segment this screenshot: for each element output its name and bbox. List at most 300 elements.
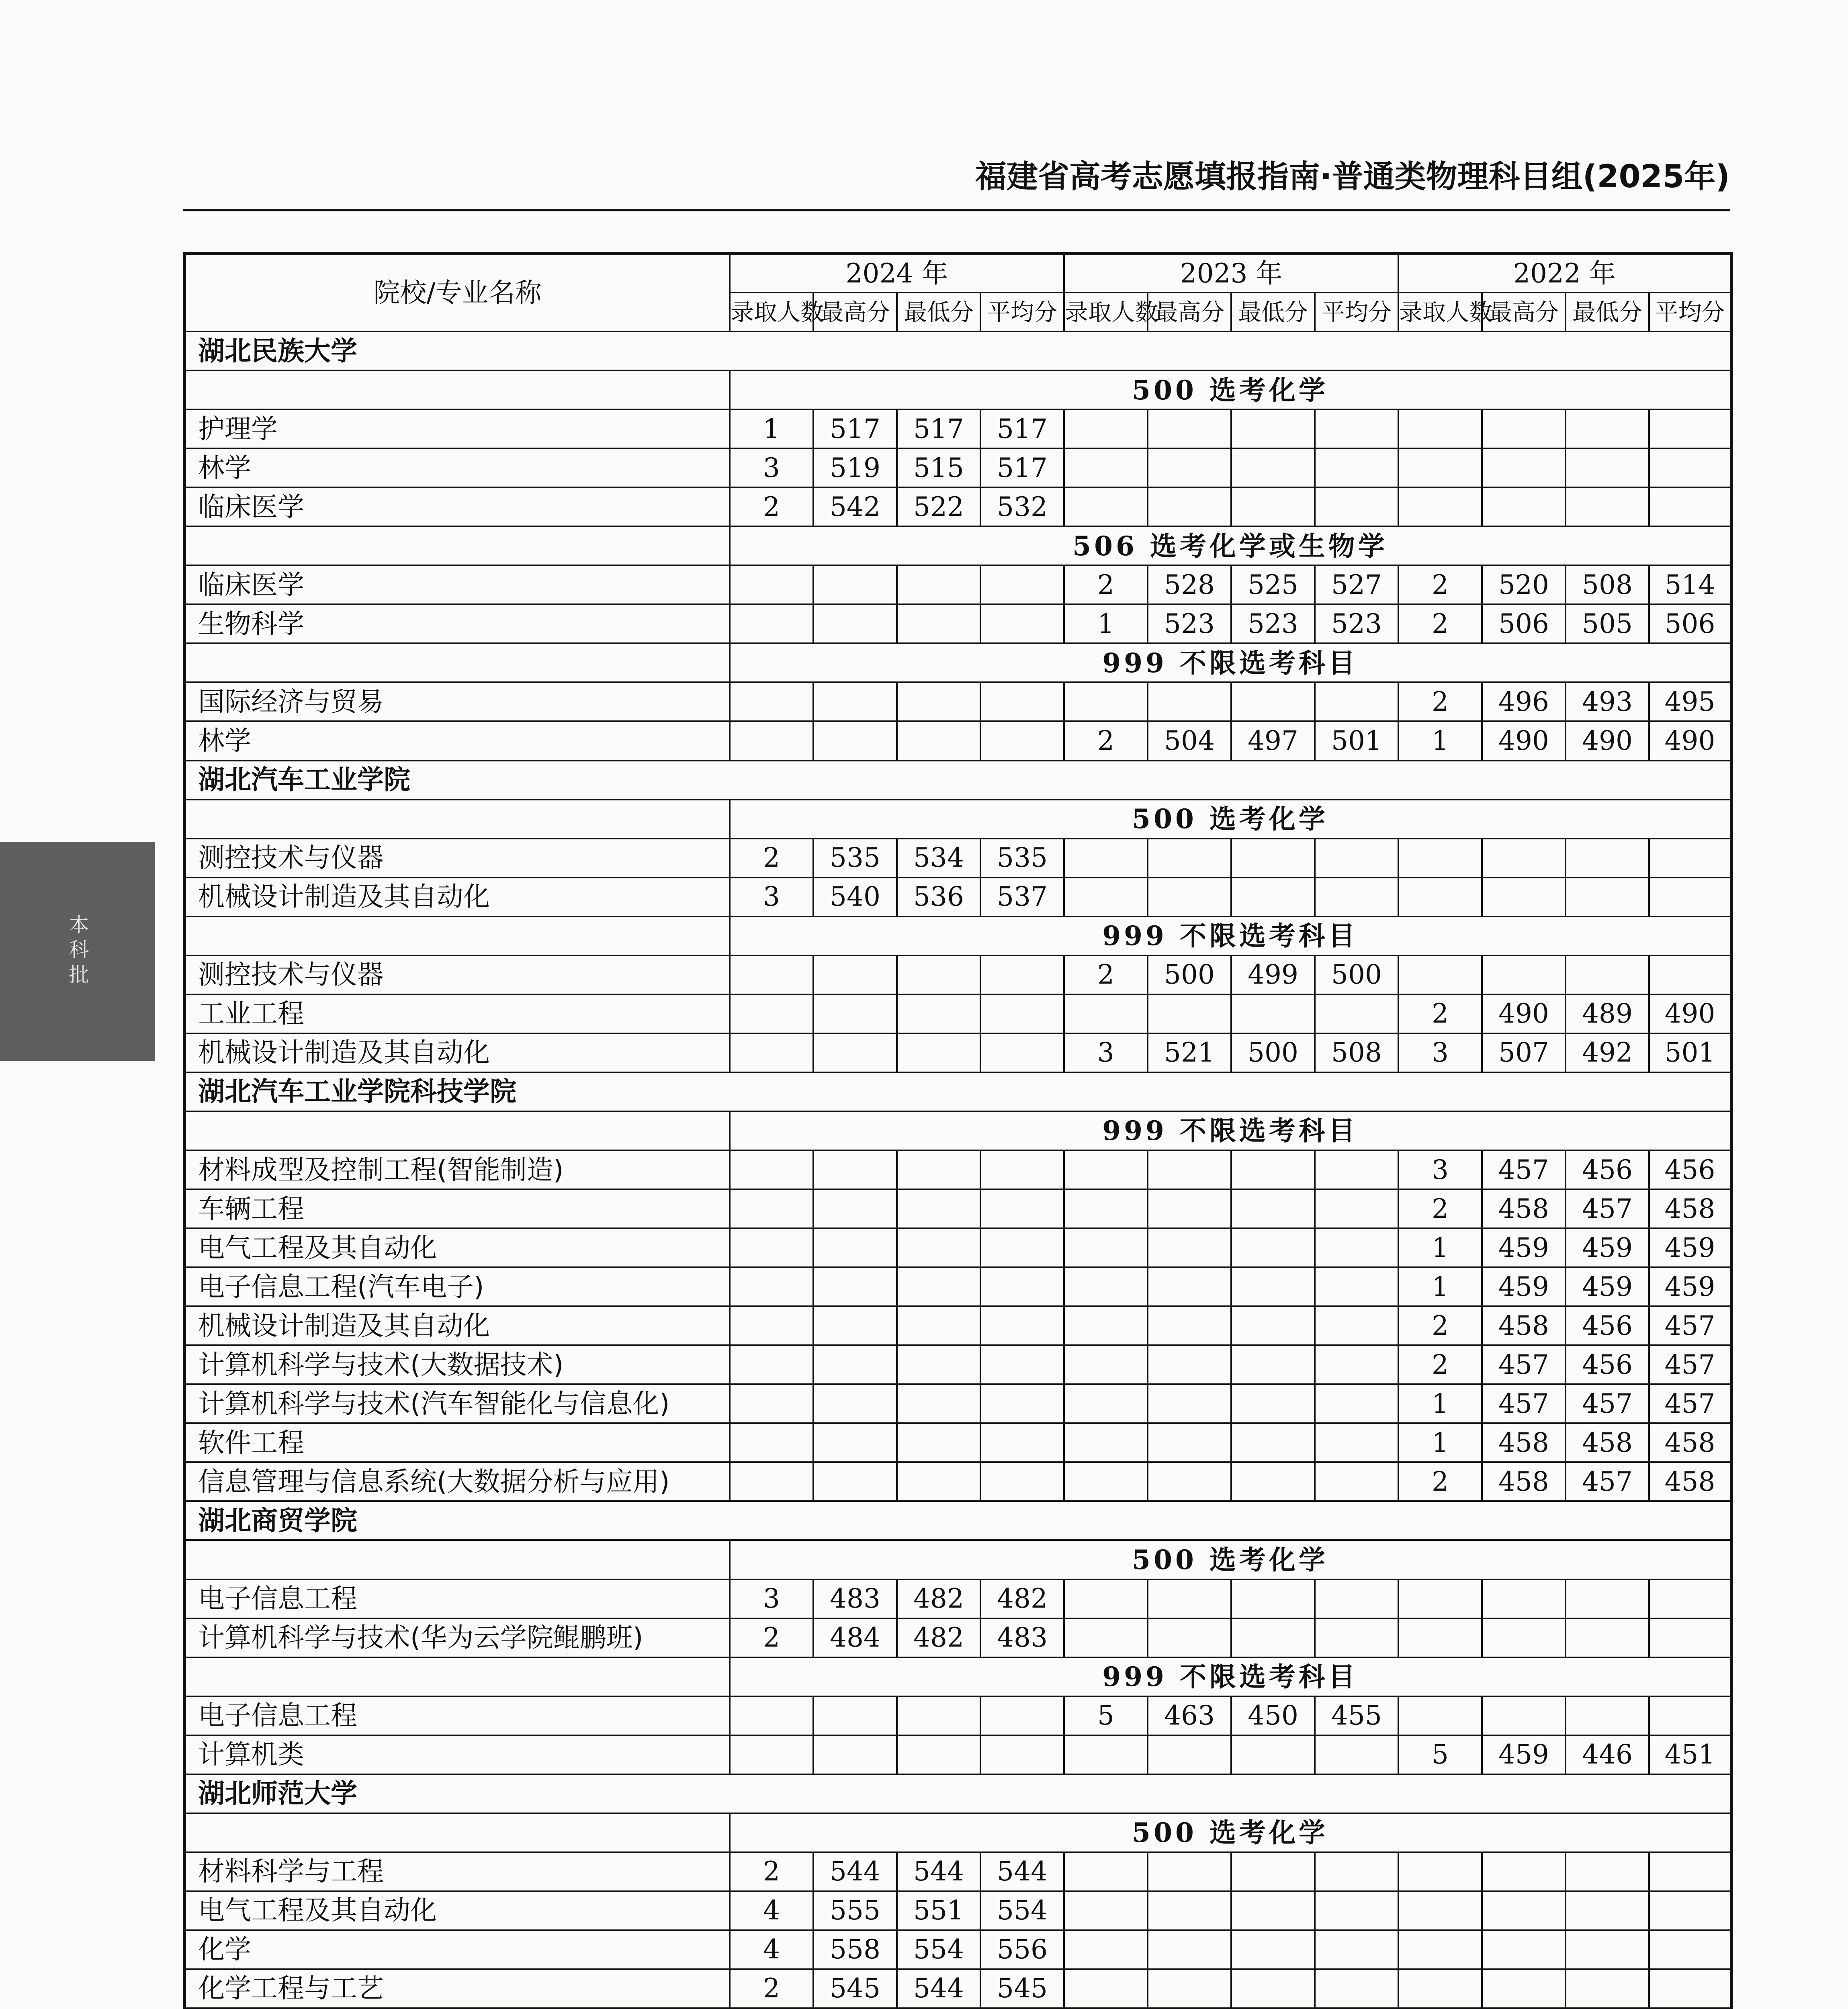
header-min-score: 最低分 <box>1566 293 1649 331</box>
cell-2022-avg-score: 459 <box>1649 1267 1731 1306</box>
cell-2024-min-score: 544 <box>897 1852 980 1891</box>
cell-2024-max-score <box>813 1462 897 1501</box>
cell-2022-avg-score: 514 <box>1649 565 1731 604</box>
cell-2023-admitted-count <box>1064 1384 1148 1423</box>
cell-2023-avg-score <box>1315 878 1398 917</box>
major-name: 计算机科学与技术(大数据技术) <box>184 1345 730 1384</box>
cell-2024-avg-score <box>980 1735 1064 1774</box>
cell-2023-avg-score <box>1315 994 1398 1033</box>
cell-2024-min-score: 554 <box>897 1930 980 1969</box>
cell-2022-admitted-count: 2 <box>1398 1345 1482 1384</box>
cell-2023-max-score <box>1148 839 1231 878</box>
cell-2024-avg-score: 535 <box>980 839 1064 878</box>
cell-2023-min-score <box>1231 1462 1315 1501</box>
cell-2023-max-score <box>1148 1462 1231 1501</box>
cell-2022-admitted-count <box>1398 1852 1482 1891</box>
cell-2022-max-score <box>1482 1891 1566 1930</box>
cell-2024-avg-score <box>980 721 1064 760</box>
cell-2024-max-score <box>813 1189 897 1228</box>
cell-2022-min-score <box>1566 1696 1649 1735</box>
cell-2024-avg-score: 544 <box>980 1852 1064 1891</box>
cell-2024-max-score: 519 <box>813 448 897 487</box>
major-row <box>184 448 1731 487</box>
cell-2022-admitted-count: 1 <box>1398 1267 1482 1306</box>
cell-2023-max-score <box>1148 1852 1231 1891</box>
cell-2022-avg-score <box>1649 1969 1731 2008</box>
cell-2022-max-score <box>1482 1969 1566 2008</box>
cell-2023-max-score <box>1148 1189 1231 1228</box>
major-name: 信息管理与信息系统(大数据分析与应用) <box>184 1462 730 1501</box>
cell-2024-min-score <box>897 1696 980 1735</box>
school-name: 湖北师范大学 <box>184 1774 1731 1813</box>
cell-2022-avg-score <box>1649 1891 1731 1930</box>
cell-2023-avg-score: 500 <box>1315 955 1398 994</box>
cell-2022-max-score: 457 <box>1482 1345 1566 1384</box>
cell-2023-min-score: 525 <box>1231 565 1315 604</box>
cell-2024-max-score: 542 <box>813 487 897 526</box>
major-name: 生物科学 <box>184 604 730 643</box>
cell-2024-min-score <box>897 604 980 643</box>
cell-2023-avg-score: 501 <box>1315 721 1398 760</box>
cell-2024-max-score <box>813 1696 897 1735</box>
cell-2024-min-score <box>897 682 980 721</box>
cell-2023-admitted-count <box>1064 1228 1148 1267</box>
year-header-2024: 2024 年 <box>730 254 1064 293</box>
cell-2022-min-score: 457 <box>1566 1189 1649 1228</box>
cell-2024-avg-score <box>980 1384 1064 1423</box>
major-name: 机械设计制造及其自动化 <box>184 1033 730 1072</box>
subject-requirement: 999 不限选考科目 <box>730 1111 1731 1150</box>
cell-2023-min-score <box>1231 1891 1315 1930</box>
cell-2023-min-score <box>1231 1384 1315 1423</box>
major-row <box>184 1228 1731 1267</box>
cell-2023-max-score <box>1148 1891 1231 1930</box>
cell-2022-max-score: 490 <box>1482 721 1566 760</box>
cell-2024-avg-score <box>980 604 1064 643</box>
header-avg-score: 平均分 <box>1315 293 1398 331</box>
cell-2022-avg-score: 506 <box>1649 604 1731 643</box>
cell-2024-admitted-count: 3 <box>730 1579 813 1618</box>
major-row <box>184 1267 1731 1306</box>
cell-2024-admitted-count <box>730 1423 813 1462</box>
cell-2024-max-score <box>813 1306 897 1345</box>
cell-2024-admitted-count <box>730 1228 813 1267</box>
major-row <box>184 1345 1731 1384</box>
cell-2023-admitted-count <box>1064 1150 1148 1189</box>
cell-2022-avg-score <box>1649 487 1731 526</box>
header-avg-score: 平均分 <box>980 293 1064 331</box>
cell-2022-admitted-count <box>1398 878 1482 917</box>
cell-2023-max-score: 500 <box>1148 955 1231 994</box>
cell-2022-admitted-count: 2 <box>1398 1306 1482 1345</box>
cell-2024-min-score <box>897 1384 980 1423</box>
cell-2023-admitted-count: 3 <box>1064 1033 1148 1072</box>
subject-requirement: 999 不限选考科目 <box>730 1657 1731 1696</box>
blank-cell <box>184 643 730 682</box>
cell-2022-avg-score: 495 <box>1649 682 1731 721</box>
cell-2023-max-score <box>1148 1228 1231 1267</box>
side-tab-label: 本科批 <box>65 914 89 989</box>
major-row <box>184 1618 1731 1657</box>
cell-2022-admitted-count: 2 <box>1398 682 1482 721</box>
cell-2024-admitted-count <box>730 682 813 721</box>
cell-2024-min-score <box>897 1150 980 1189</box>
cell-2022-min-score: 446 <box>1566 1735 1649 1774</box>
cell-2022-admitted-count <box>1398 409 1482 448</box>
cell-2023-min-score <box>1231 1150 1315 1189</box>
cell-2023-min-score <box>1231 1345 1315 1384</box>
school-row <box>184 331 1731 370</box>
cell-2022-avg-score <box>1649 1696 1731 1735</box>
cell-2022-admitted-count <box>1398 1696 1482 1735</box>
cell-2023-admitted-count <box>1064 1423 1148 1462</box>
cell-2023-admitted-count: 1 <box>1064 604 1148 643</box>
cell-2024-min-score: 482 <box>897 1618 980 1657</box>
cell-2022-max-score: 458 <box>1482 1306 1566 1345</box>
cell-2022-max-score: 458 <box>1482 1462 1566 1501</box>
cell-2022-admitted-count: 1 <box>1398 1384 1482 1423</box>
cell-2023-avg-score <box>1315 409 1398 448</box>
cell-2023-min-score <box>1231 409 1315 448</box>
cell-2023-avg-score <box>1315 682 1398 721</box>
cell-2023-avg-score: 455 <box>1315 1696 1398 1735</box>
cell-2024-min-score: 536 <box>897 878 980 917</box>
cell-2023-admitted-count <box>1064 1618 1148 1657</box>
major-name: 机械设计制造及其自动化 <box>184 1306 730 1345</box>
cell-2022-max-score <box>1482 487 1566 526</box>
cell-2022-max-score: 520 <box>1482 565 1566 604</box>
cell-2022-max-score <box>1482 878 1566 917</box>
cell-2022-max-score: 457 <box>1482 1150 1566 1189</box>
major-name: 软件工程 <box>184 1423 730 1462</box>
cell-2024-admitted-count <box>730 1696 813 1735</box>
header-min-score: 最低分 <box>1231 293 1315 331</box>
major-name: 测控技术与仪器 <box>184 955 730 994</box>
cell-2022-avg-score: 458 <box>1649 1462 1731 1501</box>
major-row <box>184 721 1731 760</box>
subject-requirement: 500 选考化学 <box>730 800 1731 839</box>
cell-2022-avg-score <box>1649 839 1731 878</box>
major-row <box>184 1462 1731 1501</box>
cell-2022-min-score: 456 <box>1566 1150 1649 1189</box>
cell-2022-admitted-count: 1 <box>1398 1423 1482 1462</box>
major-name: 计算机科学与技术(华为云学院鲲鹏班) <box>184 1618 730 1657</box>
cell-2024-min-score <box>897 955 980 994</box>
cell-2024-avg-score <box>980 1306 1064 1345</box>
cell-2023-admitted-count <box>1064 1852 1148 1891</box>
cell-2023-avg-score: 508 <box>1315 1033 1398 1072</box>
cell-2022-max-score <box>1482 955 1566 994</box>
cell-2022-min-score: 489 <box>1566 994 1649 1033</box>
cell-2022-avg-score <box>1649 1930 1731 1969</box>
cell-2024-max-score: 545 <box>813 1969 897 2008</box>
cell-2022-admitted-count <box>1398 1618 1482 1657</box>
cell-2024-admitted-count <box>730 1306 813 1345</box>
cell-2022-max-score <box>1482 409 1566 448</box>
cell-2023-min-score <box>1231 1618 1315 1657</box>
cell-2022-avg-score: 456 <box>1649 1150 1731 1189</box>
cell-2024-admitted-count: 2 <box>730 487 813 526</box>
cell-2023-max-score <box>1148 878 1231 917</box>
cell-2023-admitted-count: 2 <box>1064 565 1148 604</box>
name-column-header: 院校/专业名称 <box>184 254 730 331</box>
cell-2023-min-score <box>1231 994 1315 1033</box>
cell-2024-admitted-count: 2 <box>730 1618 813 1657</box>
blank-cell <box>184 370 730 409</box>
major-row <box>184 1150 1731 1189</box>
major-row <box>184 1306 1731 1345</box>
cell-2024-min-score <box>897 565 980 604</box>
cell-2023-admitted-count <box>1064 839 1148 878</box>
subject-requirement-row <box>184 643 1731 682</box>
subject-requirement-row <box>184 1813 1731 1852</box>
subject-requirement-row <box>184 800 1731 839</box>
subject-requirement-row <box>184 1540 1731 1579</box>
cell-2022-avg-score <box>1649 1579 1731 1618</box>
cell-2023-max-score: 523 <box>1148 604 1231 643</box>
cell-2024-max-score: 558 <box>813 1930 897 1969</box>
cell-2024-admitted-count <box>730 1345 813 1384</box>
cell-2023-max-score <box>1148 1969 1231 2008</box>
cell-2022-min-score <box>1566 878 1649 917</box>
cell-2024-avg-score: 532 <box>980 487 1064 526</box>
cell-2022-min-score: 508 <box>1566 565 1649 604</box>
cell-2023-avg-score <box>1315 1579 1398 1618</box>
cell-2022-max-score: 457 <box>1482 1384 1566 1423</box>
cell-2024-min-score <box>897 1228 980 1267</box>
cell-2023-max-score <box>1148 1306 1231 1345</box>
subject-requirement: 500 选考化学 <box>730 370 1731 409</box>
cell-2023-admitted-count <box>1064 487 1148 526</box>
cell-2023-admitted-count: 5 <box>1064 1696 1148 1735</box>
cell-2023-min-score <box>1231 1306 1315 1345</box>
major-name: 测控技术与仪器 <box>184 839 730 878</box>
cell-2022-admitted-count <box>1398 839 1482 878</box>
cell-2023-admitted-count: 2 <box>1064 955 1148 994</box>
cell-2023-min-score <box>1231 448 1315 487</box>
header-max-score: 最高分 <box>813 293 897 331</box>
header-max-score: 最高分 <box>1148 293 1231 331</box>
cell-2024-avg-score <box>980 1462 1064 1501</box>
major-name: 车辆工程 <box>184 1189 730 1228</box>
cell-2023-admitted-count <box>1064 1930 1148 1969</box>
cell-2023-admitted-count <box>1064 1267 1148 1306</box>
cell-2022-max-score: 459 <box>1482 1735 1566 1774</box>
cell-2022-max-score <box>1482 839 1566 878</box>
cell-2023-min-score: 450 <box>1231 1696 1315 1735</box>
cell-2024-max-score: 540 <box>813 878 897 917</box>
cell-2022-min-score <box>1566 487 1649 526</box>
cell-2023-max-score: 528 <box>1148 565 1231 604</box>
cell-2022-min-score: 456 <box>1566 1306 1649 1345</box>
major-name: 化学 <box>184 1930 730 1969</box>
cell-2023-avg-score <box>1315 1189 1398 1228</box>
cell-2023-admitted-count <box>1064 1891 1148 1930</box>
cell-2024-admitted-count <box>730 565 813 604</box>
cell-2023-max-score <box>1148 994 1231 1033</box>
cell-2023-admitted-count <box>1064 1189 1148 1228</box>
major-name: 电子信息工程(汽车电子) <box>184 1267 730 1306</box>
subject-requirement-row <box>184 917 1731 955</box>
cell-2022-admitted-count: 2 <box>1398 994 1482 1033</box>
cell-2022-min-score: 505 <box>1566 604 1649 643</box>
cell-2022-avg-score: 490 <box>1649 994 1731 1033</box>
cell-2024-min-score: 544 <box>897 1969 980 2008</box>
major-name: 材料科学与工程 <box>184 1852 730 1891</box>
cell-2022-admitted-count <box>1398 448 1482 487</box>
cell-2022-min-score <box>1566 1618 1649 1657</box>
cell-2023-avg-score <box>1315 1423 1398 1462</box>
cell-2024-avg-score <box>980 1189 1064 1228</box>
year-header-2022: 2022 年 <box>1398 254 1731 293</box>
cell-2023-avg-score <box>1315 1228 1398 1267</box>
cell-2022-min-score <box>1566 1579 1649 1618</box>
cell-2023-avg-score <box>1315 1345 1398 1384</box>
cell-2023-avg-score <box>1315 1891 1398 1930</box>
cell-2024-min-score <box>897 994 980 1033</box>
cell-2022-max-score: 458 <box>1482 1423 1566 1462</box>
cell-2022-admitted-count: 1 <box>1398 721 1482 760</box>
cell-2024-avg-score <box>980 565 1064 604</box>
cell-2022-admitted-count <box>1398 955 1482 994</box>
cell-2024-admitted-count: 4 <box>730 1930 813 1969</box>
cell-2022-max-score: 459 <box>1482 1267 1566 1306</box>
cell-2023-admitted-count <box>1064 878 1148 917</box>
cell-2024-avg-score <box>980 1696 1064 1735</box>
cell-2024-max-score <box>813 1267 897 1306</box>
cell-2023-min-score <box>1231 1735 1315 1774</box>
cell-2022-admitted-count <box>1398 1969 1482 2008</box>
cell-2023-max-score <box>1148 1579 1231 1618</box>
cell-2024-avg-score: 483 <box>980 1618 1064 1657</box>
major-row <box>184 994 1731 1033</box>
cell-2023-max-score <box>1148 1423 1231 1462</box>
cell-2023-min-score: 523 <box>1231 604 1315 643</box>
cell-2022-min-score: 458 <box>1566 1423 1649 1462</box>
major-row <box>184 1423 1731 1462</box>
major-row <box>184 682 1731 721</box>
blank-cell <box>184 1111 730 1150</box>
cell-2024-max-score <box>813 1423 897 1462</box>
cell-2023-avg-score <box>1315 448 1398 487</box>
blank-cell <box>184 1657 730 1696</box>
cell-2022-min-score: 456 <box>1566 1345 1649 1384</box>
major-row <box>184 1930 1731 1969</box>
major-name: 计算机类 <box>184 1735 730 1774</box>
cell-2022-min-score <box>1566 409 1649 448</box>
school-name: 湖北民族大学 <box>184 331 1731 370</box>
cell-2024-avg-score <box>980 955 1064 994</box>
admission-table-container <box>183 252 1733 2009</box>
cell-2022-max-score: 458 <box>1482 1189 1566 1228</box>
cell-2023-min-score <box>1231 682 1315 721</box>
table-body <box>184 331 1731 2009</box>
cell-2023-avg-score <box>1315 1969 1398 2008</box>
school-row <box>184 1072 1731 1111</box>
school-name: 湖北汽车工业学院 <box>184 761 1731 800</box>
cell-2022-min-score: 457 <box>1566 1384 1649 1423</box>
cell-2022-max-score: 496 <box>1482 682 1566 721</box>
cell-2023-avg-score: 523 <box>1315 604 1398 643</box>
cell-2023-avg-score <box>1315 1150 1398 1189</box>
cell-2024-max-score <box>813 721 897 760</box>
cell-2023-max-score <box>1148 1150 1231 1189</box>
major-name: 临床医学 <box>184 565 730 604</box>
cell-2023-avg-score <box>1315 1267 1398 1306</box>
cell-2023-max-score <box>1148 1267 1231 1306</box>
cell-2024-avg-score: 556 <box>980 1930 1064 1969</box>
major-row <box>184 1384 1731 1423</box>
cell-2024-min-score: 551 <box>897 1891 980 1930</box>
cell-2023-admitted-count: 2 <box>1064 721 1148 760</box>
cell-2022-admitted-count <box>1398 1891 1482 1930</box>
cell-2022-max-score <box>1482 448 1566 487</box>
cell-2023-admitted-count <box>1064 994 1148 1033</box>
cell-2023-avg-score <box>1315 1852 1398 1891</box>
major-name: 临床医学 <box>184 487 730 526</box>
cell-2024-max-score <box>813 1228 897 1267</box>
cell-2022-admitted-count: 5 <box>1398 1735 1482 1774</box>
cell-2023-max-score <box>1148 682 1231 721</box>
major-row <box>184 604 1731 643</box>
cell-2022-admitted-count: 3 <box>1398 1033 1482 1072</box>
cell-2024-min-score: 534 <box>897 839 980 878</box>
cell-2024-admitted-count <box>730 955 813 994</box>
subject-requirement-row <box>184 370 1731 409</box>
cell-2024-max-score <box>813 994 897 1033</box>
cell-2022-max-score: 459 <box>1482 1228 1566 1267</box>
cell-2022-avg-score <box>1649 1618 1731 1657</box>
cell-2023-max-score <box>1148 448 1231 487</box>
cell-2023-max-score: 521 <box>1148 1033 1231 1072</box>
cell-2024-max-score <box>813 955 897 994</box>
cell-2022-avg-score <box>1649 409 1731 448</box>
header-admitted-count: 录取人数 <box>730 293 813 331</box>
cell-2022-max-score <box>1482 1852 1566 1891</box>
school-name: 湖北商贸学院 <box>184 1501 1731 1540</box>
cell-2023-max-score <box>1148 1345 1231 1384</box>
cell-2024-min-score: 517 <box>897 409 980 448</box>
cell-2024-admitted-count <box>730 1189 813 1228</box>
cell-2022-max-score <box>1482 1930 1566 1969</box>
cell-2023-max-score <box>1148 1618 1231 1657</box>
cell-2024-admitted-count <box>730 1150 813 1189</box>
cell-2022-min-score: 459 <box>1566 1267 1649 1306</box>
cell-2024-avg-score <box>980 994 1064 1033</box>
subject-requirement: 506 选考化学或生物学 <box>730 526 1731 565</box>
cell-2024-max-score <box>813 1345 897 1384</box>
cell-2022-admitted-count <box>1398 487 1482 526</box>
cell-2024-admitted-count: 2 <box>730 839 813 878</box>
cell-2023-admitted-count <box>1064 1579 1148 1618</box>
subject-requirement: 999 不限选考科目 <box>730 917 1731 955</box>
year-header-2023: 2023 年 <box>1064 254 1398 293</box>
cell-2022-min-score: 457 <box>1566 1462 1649 1501</box>
cell-2022-avg-score: 458 <box>1649 1189 1731 1228</box>
subject-requirement: 500 选考化学 <box>730 1540 1731 1579</box>
cell-2022-min-score: 490 <box>1566 721 1649 760</box>
cell-2024-min-score <box>897 1306 980 1345</box>
cell-2024-admitted-count <box>730 1735 813 1774</box>
cell-2023-min-score <box>1231 487 1315 526</box>
cell-2024-max-score <box>813 565 897 604</box>
major-name: 林学 <box>184 448 730 487</box>
major-row <box>184 839 1731 878</box>
cell-2024-min-score <box>897 1033 980 1072</box>
major-name: 电气工程及其自动化 <box>184 1891 730 1930</box>
cell-2023-admitted-count <box>1064 1345 1148 1384</box>
cell-2024-avg-score: 517 <box>980 409 1064 448</box>
